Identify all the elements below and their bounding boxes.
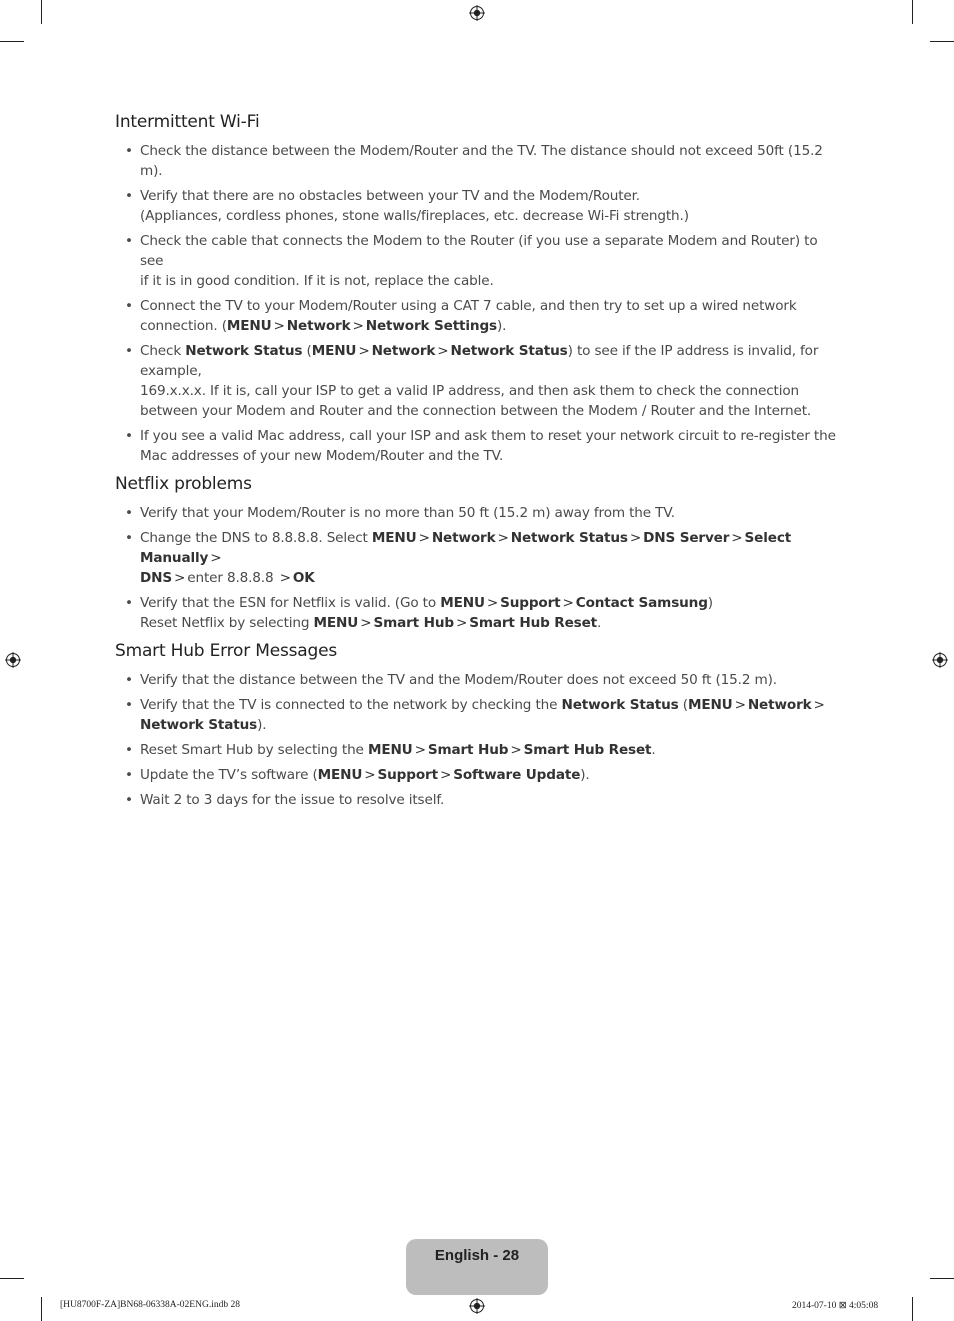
registration-mark-icon — [469, 1298, 485, 1314]
text-run: ( — [678, 697, 688, 713]
bullet-icon: • — [125, 697, 133, 713]
chevron-right-icon: > — [414, 742, 426, 758]
bullet-icon: • — [125, 595, 133, 611]
menu-path-term: Smart Hub — [427, 742, 509, 758]
text-run: If you see a valid Mac address, call your ISP and ask them to reset your network circuit to re-register the — [140, 428, 836, 444]
list-item — [115, 341, 837, 421]
text-line — [140, 593, 837, 613]
menu-path-term: Network Status — [450, 343, 568, 359]
text-run: Reset Netflix by selecting — [140, 615, 314, 631]
crop-mark — [41, 0, 42, 24]
text-run: Verify that there are no obstacles between your TV and the Modem/Router. — [140, 188, 640, 204]
text-run: ). — [257, 717, 267, 733]
list-item — [115, 186, 837, 226]
bullet-list — [115, 503, 837, 633]
menu-path-term: MENU — [311, 343, 357, 359]
menu-path-term: MENU — [440, 595, 485, 611]
menu-path-term: MENU — [313, 615, 359, 631]
chevron-right-icon: > — [174, 570, 186, 586]
crop-mark — [930, 1278, 954, 1279]
chevron-right-icon: > — [210, 550, 222, 566]
crop-mark — [41, 1297, 42, 1321]
list-item — [115, 503, 837, 523]
text-run: Check — [140, 343, 186, 359]
menu-path-term: Network Status — [561, 697, 679, 713]
text-line — [140, 401, 837, 421]
menu-path-term: Smart Hub Reset — [469, 615, 598, 631]
menu-path-term: MENU — [687, 697, 733, 713]
text-run: Check the distance between the Modem/Router and the TV. The distance should not exceed 50ft (15.2 — [140, 143, 823, 159]
list-item — [115, 695, 837, 735]
registration-mark-icon — [5, 652, 21, 668]
crop-mark — [912, 0, 913, 24]
menu-path-term: Support — [377, 767, 438, 783]
menu-path-term: MENU — [371, 530, 417, 546]
text-line — [140, 231, 837, 271]
text-line — [140, 186, 837, 206]
text-line — [140, 613, 837, 633]
menu-path-term: DNS Server — [643, 530, 730, 546]
text-line — [140, 695, 837, 715]
bullet-icon: • — [125, 792, 133, 808]
list-item — [115, 231, 837, 291]
crop-mark — [912, 1297, 913, 1321]
chevron-right-icon: > — [360, 615, 372, 631]
menu-path-term: Network Status — [140, 717, 258, 733]
list-item — [115, 670, 837, 690]
registration-mark-icon — [932, 652, 948, 668]
chevron-right-icon: > — [734, 697, 746, 713]
bullet-icon: • — [125, 767, 133, 783]
bullet-icon: • — [125, 143, 133, 159]
chevron-right-icon: > — [455, 615, 468, 631]
crop-mark — [930, 41, 954, 42]
menu-path-term: Network Status — [510, 530, 628, 546]
menu-path-term: Support — [500, 595, 561, 611]
list-item — [115, 740, 837, 760]
list-item — [115, 593, 837, 633]
text-line — [140, 568, 837, 588]
list-item — [115, 426, 837, 466]
text-line — [140, 206, 837, 226]
crop-mark — [0, 1278, 24, 1279]
chevron-right-icon: > — [364, 767, 376, 783]
text-run: Update the TV’s software ( — [140, 767, 318, 783]
bullet-list — [115, 670, 837, 810]
print-slug-file: [HU8700F-ZA]BN68-06338A-02ENG.indb 28 — [60, 1300, 240, 1310]
chevron-right-icon: > — [813, 697, 825, 713]
menu-path-term: Network Settings — [365, 318, 497, 334]
text-run: Change the DNS to 8.8.8.8. Select — [140, 530, 372, 546]
text-line — [140, 381, 837, 401]
text-run: . — [597, 615, 602, 631]
chevron-right-icon: > — [629, 530, 642, 546]
menu-path-term: Network — [431, 530, 496, 546]
menu-path-term: Software Update — [453, 767, 581, 783]
bullet-icon: • — [125, 298, 133, 314]
section — [115, 474, 837, 633]
chevron-right-icon: > — [352, 318, 364, 334]
text-run: if it is in good condition. If it is not, replace the cable. — [140, 273, 494, 289]
section-title: Netflix problems — [115, 474, 252, 494]
text-run: Verify that the distance between the TV and the Modem/Router does not exceed 50 ft (15.2 m). — [140, 672, 777, 688]
registration-mark-icon — [469, 5, 485, 21]
crop-mark — [0, 41, 24, 42]
text-run: between your Modem and Router and the connection between the Modem / Router and the Internet. — [140, 403, 812, 419]
chevron-right-icon: > — [437, 343, 449, 359]
print-slug-datetime: 2014-07-10 ⊠ 4:05:08 — [792, 1301, 879, 1311]
text-run: ) — [707, 595, 713, 611]
chevron-right-icon: > — [279, 570, 291, 586]
text-run: Connect the TV to your Modem/Router using a CAT 7 cable, and then try to set up a wired network — [140, 298, 797, 314]
chevron-right-icon: > — [497, 530, 509, 546]
text-run: Verify that the TV is connected to the network by checking the — [140, 697, 562, 713]
bullet-icon: • — [125, 428, 133, 444]
chevron-right-icon: > — [418, 530, 430, 546]
menu-path-term: DNS — [140, 570, 173, 586]
text-run: Check the cable that connects the Modem to the Router (if you use a separate Modem and Router) to see — [140, 233, 818, 269]
page-number-label: English - 28 — [434, 1247, 520, 1264]
menu-path-term: Network — [286, 318, 351, 334]
menu-path-term: Select Manually — [140, 530, 792, 566]
text-run: ). — [496, 318, 507, 334]
chevron-right-icon: > — [439, 767, 452, 783]
bullet-icon: • — [125, 233, 133, 249]
text-run: m). — [140, 163, 163, 179]
chevron-right-icon: > — [562, 595, 574, 611]
bullet-icon: • — [125, 742, 133, 758]
bullet-list — [115, 141, 837, 466]
text-line — [140, 503, 837, 523]
text-line — [140, 426, 837, 446]
menu-path-term: OK — [292, 570, 315, 586]
text-line — [140, 271, 837, 291]
text-run: . — [651, 742, 656, 758]
text-line — [140, 446, 837, 466]
menu-path-term: Contact Samsung — [575, 595, 708, 611]
section — [115, 641, 837, 810]
menu-path-term: Network — [747, 697, 812, 713]
bullet-icon: • — [125, 343, 133, 359]
text-line — [140, 715, 837, 735]
section — [115, 112, 837, 466]
text-run: Wait 2 to 3 days for the issue to resolve itself. — [140, 792, 445, 808]
menu-path-term: Smart Hub Reset — [523, 742, 652, 758]
chevron-right-icon: > — [486, 595, 499, 611]
list-item — [115, 141, 837, 181]
text-line — [140, 528, 837, 568]
chevron-right-icon: > — [358, 343, 370, 359]
list-item — [115, 790, 837, 810]
bullet-icon: • — [125, 530, 133, 546]
chevron-right-icon: > — [731, 530, 743, 546]
text-line — [140, 161, 837, 181]
text-run: ( — [302, 343, 312, 359]
text-line — [140, 316, 837, 336]
text-line — [140, 296, 837, 316]
text-run: Verify that your Modem/Router is no more than 50 ft (15.2 m) away from the TV. — [140, 505, 675, 521]
text-line — [140, 765, 837, 785]
list-item — [115, 296, 837, 336]
section-title: Intermittent Wi-Fi — [115, 112, 260, 132]
bullet-icon: • — [125, 505, 133, 521]
bullet-icon: • — [125, 188, 133, 204]
text-line — [140, 790, 837, 810]
text-line — [140, 341, 837, 381]
menu-path-term: Smart Hub — [373, 615, 454, 631]
text-run: connection. ( — [140, 318, 227, 334]
text-run: ). — [580, 767, 590, 783]
text-line — [140, 740, 837, 760]
list-item — [115, 528, 837, 588]
menu-path-term: MENU — [226, 318, 272, 334]
text-run: enter 8.8.8.8 — [187, 570, 278, 586]
chevron-right-icon: > — [510, 742, 522, 758]
list-item — [115, 765, 837, 785]
menu-path-term: MENU — [367, 742, 413, 758]
text-line — [140, 670, 837, 690]
section-title: Smart Hub Error Messages — [115, 641, 337, 661]
text-run: Mac addresses of your new Modem/Router and the TV. — [140, 448, 504, 464]
text-run: Verify that the ESN for Netflix is valid. (Go to — [140, 595, 441, 611]
chevron-right-icon: > — [273, 318, 285, 334]
text-run: (Appliances, cordless phones, stone walls/fireplaces, etc. decrease Wi-Fi strength.) — [140, 208, 689, 224]
text-run: ) to see if the IP address is invalid, for example, — [140, 343, 819, 379]
troubleshooting-content — [115, 112, 837, 815]
text-run: 169.x.x.x. If it is, call your ISP to get a valid IP address, and then ask them to check the connection — [140, 383, 799, 399]
menu-path-term: Network Status — [185, 343, 303, 359]
bullet-icon: • — [125, 672, 133, 688]
text-line — [140, 141, 837, 161]
menu-path-term: MENU — [317, 767, 363, 783]
menu-path-term: Network — [371, 343, 436, 359]
text-run: Reset Smart Hub by selecting the — [140, 742, 368, 758]
